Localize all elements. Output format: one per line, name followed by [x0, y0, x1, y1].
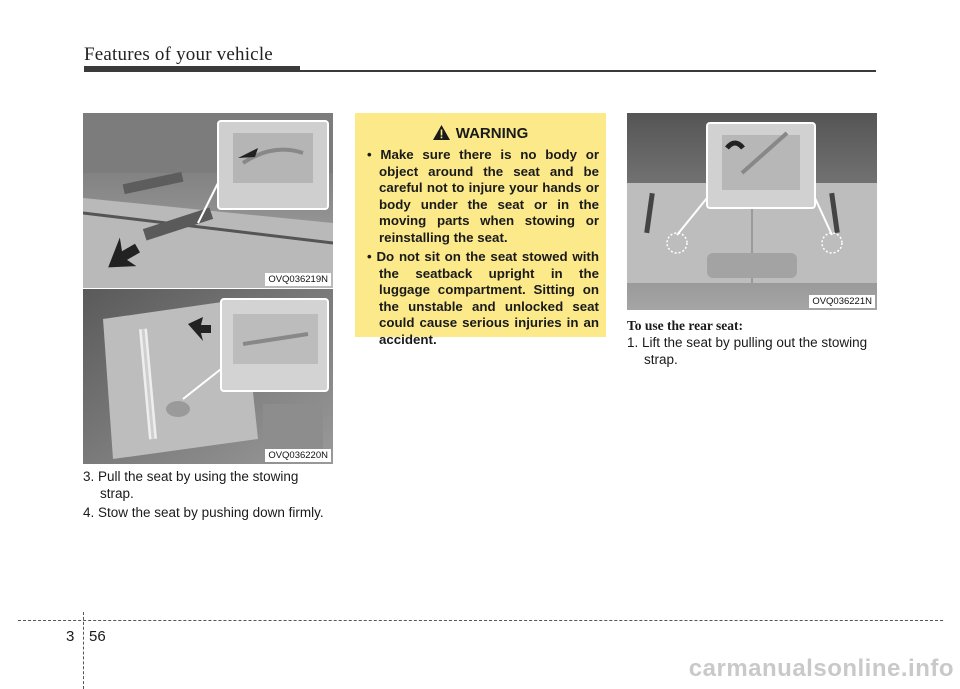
footer-divider	[18, 620, 943, 621]
figure-rear-seat-photo	[627, 113, 877, 310]
figure-stow-seat-photo	[83, 289, 333, 464]
left-instruction-steps	[83, 468, 335, 523]
section-subheading: To use the rear seat:	[627, 318, 743, 333]
warning-item: • Do not sit on the seat stowed with the seatback upright in the luggage compartment. Sitting on the unstable and unlocked seat could cause serious injuries in an accident.	[367, 249, 599, 347]
warning-list	[367, 147, 599, 351]
figure-caption: OVQ036221N	[809, 295, 875, 308]
site-watermark: carmanualsonline.info	[688, 655, 954, 682]
warning-item: • Make sure there is no body or object around the seat and be careful not to injure your hands or body under the seat or in the moving parts when stowing or reinstalling the seat.	[367, 147, 599, 245]
page-header-title: Features of your vehicle	[84, 44, 273, 65]
warning-item-text: Make sure there is no body or object around the seat and be careful not to injure your hands or body under the seat or in the moving parts when stowing or reinstalling the seat.	[379, 147, 599, 245]
right-instruction-steps	[627, 334, 879, 370]
step-1: 1. Lift the seat by pulling out the stowing strap.	[627, 335, 868, 367]
figure-stowing-strap-photo	[83, 113, 333, 288]
header-rule-thick	[84, 66, 300, 72]
step-4: 4. Stow the seat by pushing down firmly.	[83, 505, 324, 520]
warning-heading	[355, 125, 606, 144]
figure-caption: OVQ036220N	[265, 449, 331, 462]
page-number: 56	[89, 628, 106, 645]
warning-triangle-icon	[433, 125, 450, 144]
chapter-number: 3	[66, 628, 75, 645]
step-3: 3. Pull the seat by using the stowing strap.	[83, 469, 299, 501]
figure-caption: OVQ036219N	[265, 273, 331, 286]
header-rule-thin	[300, 70, 876, 72]
footer-vertical-divider	[83, 612, 84, 689]
warning-title: WARNING	[455, 125, 529, 142]
warning-box	[355, 113, 606, 347]
warning-item-text: Do not sit on the seat stowed with the seatback upright in the luggage compartment. Sitting on the unstable and unlocked seat could cause serious injuries in an accident.	[376, 249, 599, 347]
